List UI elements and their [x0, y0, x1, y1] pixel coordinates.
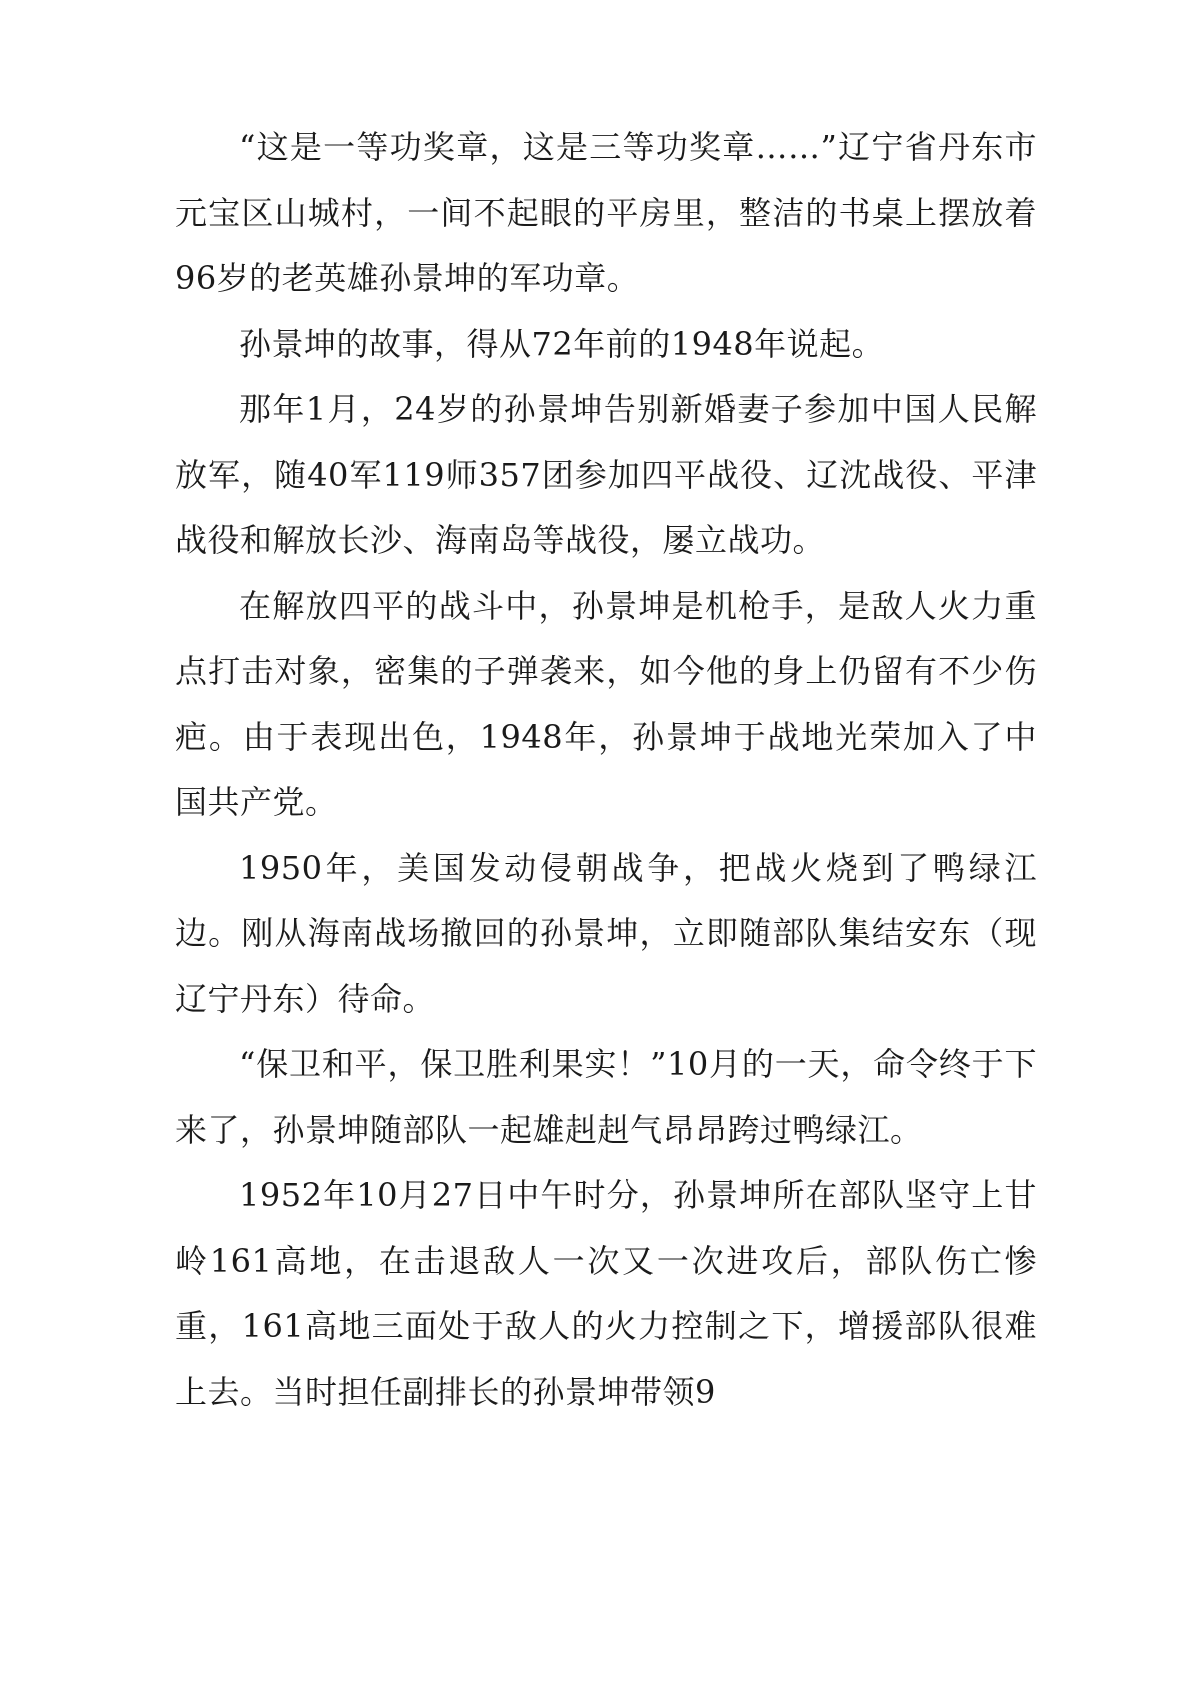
article-body — [175, 115, 1037, 1425]
paragraph-7: 1952年10月27日中午时分，孙景坤所在部队坚守上甘岭161高地，在击退敌人一次又一次进攻后，部队伤亡惨重，161高地三面处于敌人的火力控制之下，增援部队很难上去。当时担任副排长的孙景坤带领9 — [175, 1176, 1037, 1411]
paragraph-4: 在解放四平的战斗中，孙景坤是机枪手，是敌人火力重点打击对象，密集的子弹袭来，如今他的身上仍留有不少伤疤。由于表现出色，1948年，孙景坤于战地光荣加入了中国共产党。 — [175, 586, 1037, 821]
paragraph-5: 1950年，美国发动侵朝战争，把战火烧到了鸭绿江边。刚从海南战场撤回的孙景坤，立即随部队集结安东（现辽宁丹东）待命。 — [175, 848, 1037, 1018]
paragraph-1: “这是一等功奖章，这是三等功奖章……”辽宁省丹东市元宝区山城村，一间不起眼的平房里，整洁的书桌上摆放着96岁的老英雄孙景坤的军功章。 — [175, 128, 1037, 297]
paragraph-2: 孙景坤的故事，得从72年前的1948年说起。 — [239, 324, 885, 363]
paragraph-3: 那年1月，24岁的孙景坤告别新婚妻子参加中国人民解放军，随40军119师357团参加四平战役、辽沈战役、平津战役和解放长沙、海南岛等战役，屡立战功。 — [175, 390, 1037, 559]
paragraph-6: “保卫和平，保卫胜利果实！”10月的一天，命令终于下来了，孙景坤随部队一起雄赳赳气昂昂跨过鸭绿江。 — [175, 1045, 1037, 1149]
